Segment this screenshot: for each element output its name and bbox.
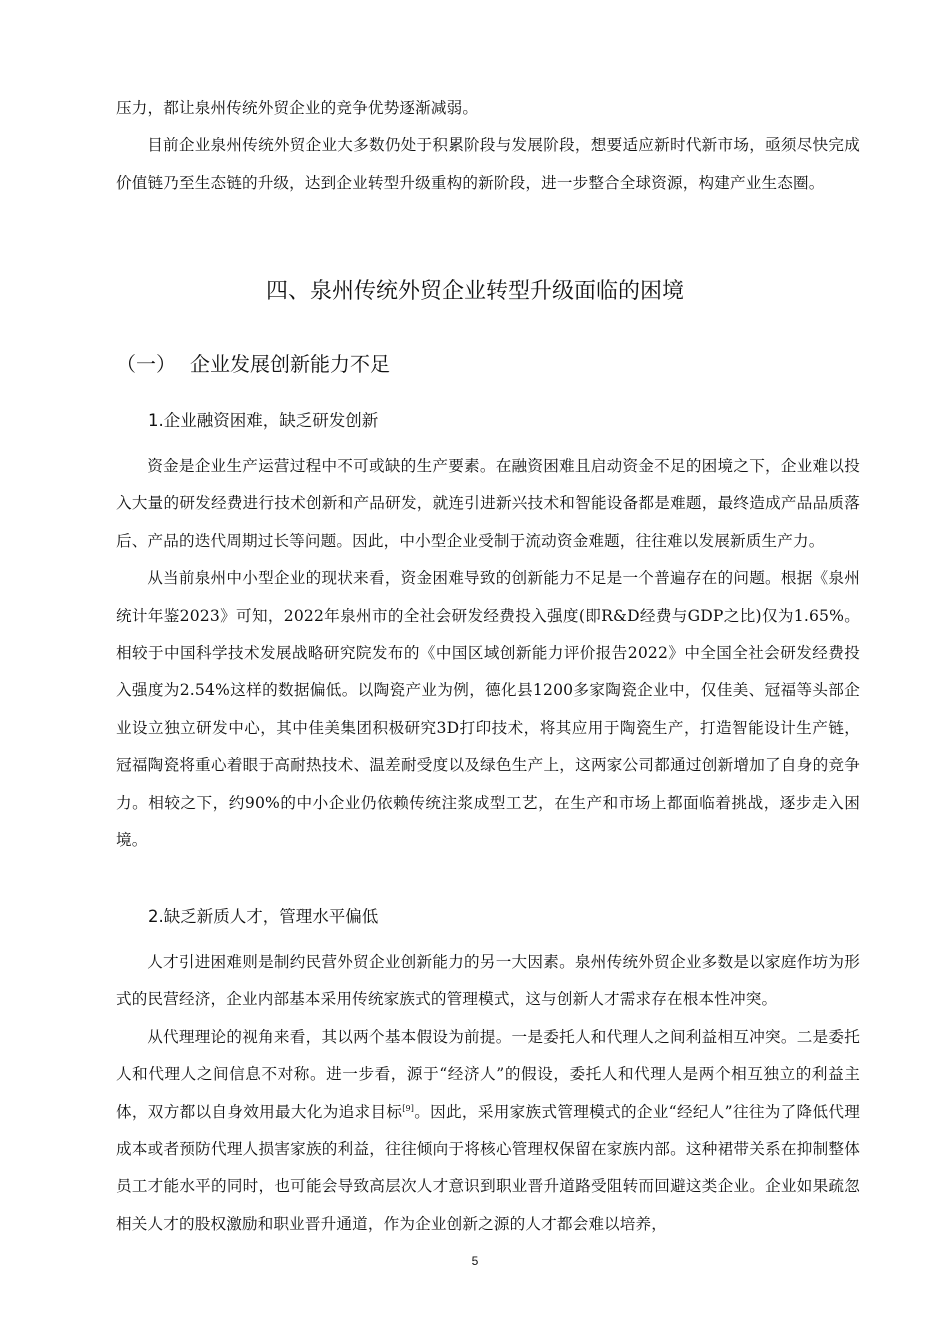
section-number: （一）	[116, 352, 176, 376]
paragraph: 从当前泉州中小型企业的现状来看，资金困难导致的创新能力不足是一个普遍存在的问题。根据《泉州统计年鉴2023》可知，2022年泉州市的全社会研发经费投入强度(即R&D经费与GDP之比)仅为1.65%。相较于中国科学技术发展战略研究院发布的《中国区域创新能力评价报告2022》中全国全社会研发经费投入强度为2.54%这样的数据偏低。以陶瓷产业为例，德化县1200多家陶瓷企业中，仅佳美、冠福等头部企业设立独立研发中心，其中佳美集团积极研究3D打印技术，将其应用于陶瓷生产，打造智能设计生产链，冠福陶瓷将重心着眼于高耐热技术、温差耐受度以及绿色生产上，这两家公司都通过创新增加了自身的竞争力。相较之下，约90%的中小企业仍依赖传统注浆成型工艺，在生产和市场上都面临着挑战，逐步走入困境。	[116, 569, 860, 850]
chapter-heading: 四、泉州传统外贸企业转型升级面临的困境	[265, 279, 684, 304]
paragraph	[116, 1019, 860, 1243]
citation-marker: [9]	[402, 1103, 415, 1113]
paragraph-text: 。因此，采用家族式管理模式的企业“经纪人”往往为了降低代理成本或者预防代理人损害家族的利益，往往倾向于将核心管理权保留在家族内部。这种裙带关系在抑制整体员工才能水平的同时，也可能会导致高层次人才意识到职业晋升道路受阻转而回避这类企业。企业如果疏忽相关人才的股权激励和职业晋升通道，作为企业创新之源的人才都会难以培养，	[116, 1102, 861, 1233]
paragraph: 人才引进困难则是制约民营外贸企业创新能力的另一大因素。泉州传统外贸企业多数是以家庭作坊为形式的民营经济，企业内部基本采用传统家族式的管理模式，这与创新人才需求存在根本性冲突。	[116, 953, 860, 1009]
paragraph-text: 从代理理论的视角来看，其以两个基本假设为前提。一是委托人和代理人之间利益相互冲突。二是委托人和代理人之间信息不对称。进一步看，源于“经济人”的假设，委托人和代理人是两个相互独立的利益主体，双方都以自身效用最大化为追求目标	[116, 1027, 860, 1121]
intro-text	[116, 90, 860, 202]
paragraph-continued: 压力，都让泉州传统外贸企业的竞争优势逐渐减弱。	[116, 99, 479, 117]
subsection-2-body	[116, 944, 860, 1243]
paragraph: 资金是企业生产运营过程中不可或缺的生产要素。在融资困难且启动资金不足的困境之下，企业难以投入大量的研发经费进行技术创新和产品研发，就连引进新兴技术和智能设备都是难题，最终造成产品品质落后、产品的迭代周期过长等问题。因此，中小型企业受制于流动资金难题，往往难以发展新质生产力。	[116, 457, 860, 550]
subsection-heading-1: 1.企业融资困难，缺乏研发创新	[148, 411, 379, 430]
subsection-heading-2: 2.缺乏新质人才，管理水平偏低	[148, 907, 379, 926]
section-title: 企业发展创新能力不足	[190, 352, 390, 376]
section-heading	[116, 346, 390, 382]
paragraph: 目前企业泉州传统外贸企业大多数仍处于积累阶段与发展阶段，想要适应新时代新市场，亟须尽快完成价值链乃至生态链的升级，达到企业转型升级重构的新阶段，进一步整合全球资源，构建产业生态圈。	[116, 136, 860, 192]
page-number: 5	[471, 1254, 479, 1268]
subsection-1-body	[116, 448, 860, 859]
